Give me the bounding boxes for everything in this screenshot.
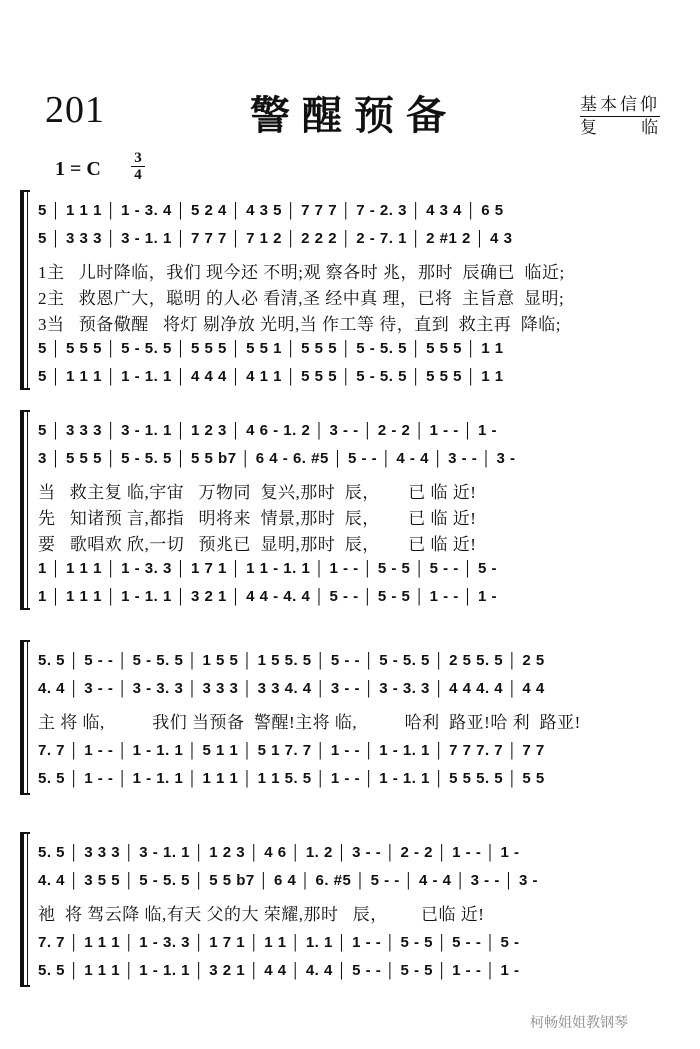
score-system	[20, 410, 670, 610]
notation-line: 1 │ 1 1 1 │ 1 - 1. 1 │ 3 2 1 │ 4 4 - 4. 4 │ 5 - - │ 5 - 5 │ 1 - - │ 1 -	[38, 588, 497, 605]
system-bracket	[20, 190, 30, 390]
lyric-line: 要 歌唱欢 欣,一切 预兆已 显明,那时 辰， 已 临 近!	[38, 535, 477, 554]
hymn-number: 201	[45, 89, 105, 131]
lyric-line: 1主 儿时降临，我们 现今还 不明;观 察各时 兆，那时 辰确已 临近;	[38, 263, 565, 282]
system-line	[27, 410, 28, 610]
time-signature-top: 3	[134, 150, 142, 166]
lyric-line: 祂 将 驾云降 临,有天 父的大 荣耀,那时 辰， 已临 近!	[38, 905, 485, 924]
key-signature: 1 = C	[55, 158, 101, 180]
hymn-category: 基本信仰	[580, 90, 660, 117]
notation-line: 5 │ 3 3 3 │ 3 - 1. 1 │ 1 2 3 │ 4 6 - 1. 2 │ 3 - - │ 2 - 2 │ 1 - - │ 1 -	[38, 422, 497, 439]
system-line	[27, 640, 28, 795]
notation-line: 5 │ 3 3 3 │ 3 - 1. 1 │ 7 7 7 │ 7 1 2 │ 2 2 2 │ 2 - 7. 1 │ 2 #1 2 │ 4 3	[38, 230, 513, 247]
notation-line: 5 │ 1 1 1 │ 1 - 1. 1 │ 4 4 4 │ 4 1 1 │ 5 5 5 │ 5 - 5. 5 │ 5 5 5 │ 1 1	[38, 368, 504, 385]
lyric-line: 先 知诸预 言,都指 明将来 情景,那时 辰， 已 临 近!	[38, 509, 477, 528]
notation-line: 7. 7 │ 1 - - │ 1 - 1. 1 │ 5 1 1 │ 5 1 7. 7 │ 1 - - │ 1 - 1. 1 │ 7 7 7. 7 │ 7 7	[38, 742, 545, 759]
score-system	[20, 640, 670, 795]
notation-line: 5. 5 │ 1 - - │ 1 - 1. 1 │ 1 1 1 │ 1 1 5. 5 │ 1 - - │ 1 - 1. 1 │ 5 5 5. 5 │ 5 5	[38, 770, 545, 787]
lyric-line: 当 救主复 临,宇宙 万物同 复兴,那时 辰， 已 临 近!	[38, 483, 477, 502]
score-system	[20, 832, 670, 987]
notation-line: 7. 7 │ 1 1 1 │ 1 - 3. 3 │ 1 7 1 │ 1 1 │ 1. 1 │ 1 - - │ 5 - 5 │ 5 - - │ 5 -	[38, 934, 520, 951]
notation-line: 5 │ 1 1 1 │ 1 - 3. 4 │ 5 2 4 │ 4 3 5 │ 7 7 7 │ 7 - 2. 3 │ 4 3 4 │ 6 5	[38, 202, 504, 219]
notation-line: 5. 5 │ 5 - - │ 5 - 5. 5 │ 1 5 5 │ 1 5 5. 5 │ 5 - - │ 5 - 5. 5 │ 2 5 5. 5 │ 2 5	[38, 652, 545, 669]
system-bracket	[20, 832, 30, 987]
watermark: 柯畅姐姐教钢琴	[530, 1014, 628, 1030]
notation-line: 4. 4 │ 3 5 5 │ 5 - 5. 5 │ 5 5 b7 │ 6 4 │ 6. #5 │ 5 - - │ 4 - 4 │ 3 - - │ 3 -	[38, 872, 539, 889]
notation-line: 4. 4 │ 3 - - │ 3 - 3. 3 │ 3 3 3 │ 3 3 4. 4 │ 3 - - │ 3 - 3. 3 │ 4 4 4. 4 │ 4 4	[38, 680, 545, 697]
time-signature	[131, 150, 145, 183]
system-bracket	[20, 410, 30, 610]
notation-line: 1 │ 1 1 1 │ 1 - 3. 3 │ 1 7 1 │ 1 1 - 1. 1 │ 1 - - │ 5 - 5 │ 5 - - │ 5 -	[38, 560, 497, 577]
hymn-subcategory: 复 临	[580, 118, 679, 137]
score-system	[20, 190, 670, 390]
lyric-line: 主 将 临, 我们 当预备 警醒!主将 临, 哈利 路亚!哈 利 路亚!	[38, 713, 581, 732]
notation-line: 3 │ 5 5 5 │ 5 - 5. 5 │ 5 5 b7 │ 6 4 - 6. #5 │ 5 - - │ 4 - 4 │ 3 - - │ 3 -	[38, 450, 516, 467]
hymn-title: 警醒预备	[250, 92, 458, 139]
system-line	[27, 190, 28, 390]
lyric-line: 3当 预备儆醒 将灯 剔净放 光明,当 作工等 待，直到 救主再 降临;	[38, 315, 561, 334]
notation-line: 5. 5 │ 3 3 3 │ 3 - 1. 1 │ 1 2 3 │ 4 6 │ 1. 2 │ 3 - - │ 2 - 2 │ 1 - - │ 1 -	[38, 844, 520, 861]
time-signature-bottom: 4	[131, 166, 145, 183]
notation-line: 5. 5 │ 1 1 1 │ 1 - 1. 1 │ 3 2 1 │ 4 4 │ 4. 4 │ 5 - - │ 5 - 5 │ 1 - - │ 1 -	[38, 962, 520, 979]
system-line	[27, 832, 28, 987]
system-bracket	[20, 640, 30, 795]
notation-line: 5 │ 5 5 5 │ 5 - 5. 5 │ 5 5 5 │ 5 5 1 │ 5 5 5 │ 5 - 5. 5 │ 5 5 5 │ 1 1	[38, 340, 504, 357]
lyric-line: 2主 救恩广大，聪明 的人必 看清,圣 经中真 理，已将 主旨意 显明;	[38, 289, 565, 308]
